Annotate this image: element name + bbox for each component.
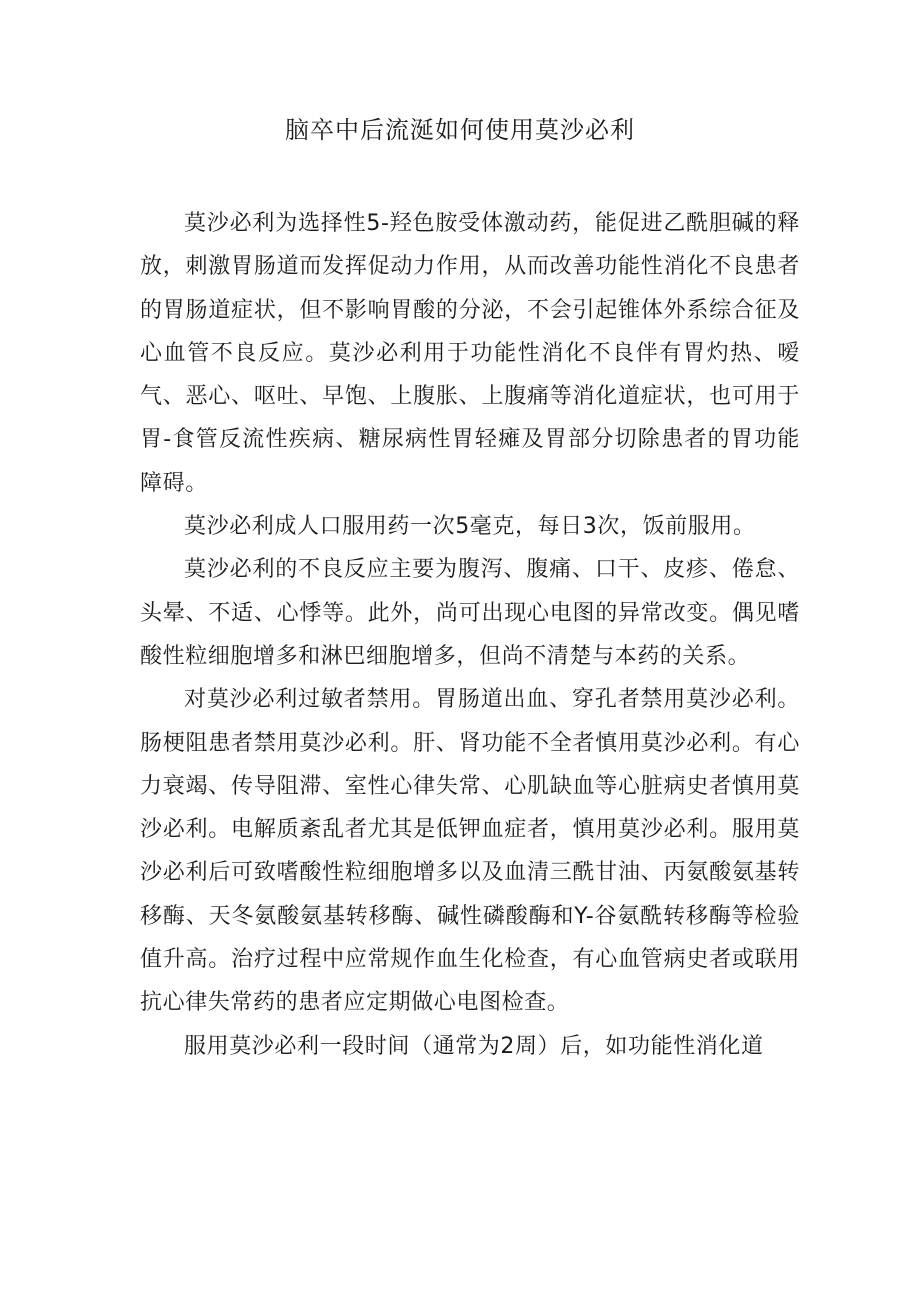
paragraph-contraindications: 对莫沙必利过敏者禁用。胃肠道出血、穿孔者禁用莫沙必利。肠梗阻患者禁用莫沙必利。肝、肾功能不全者慎用莫沙必利。有心力衰竭、传导阻滞、室性心律失常、心肌缺血等心脏病史者慎用莫沙必利。电解质紊乱者尤其是低钾血症者，慎用莫沙必利。服用莫沙必利后可致嗜酸性粒细胞增多以及血清三酰甘油、丙氨酸氨基转移酶、天冬氨酸氨基转移酶、碱性磷酸酶和Y-谷氨酰转移酶等检验值升高。治疗过程中应常规作血生化检查，有心血管病史者或联用抗心律失常药的患者应定期做心电图检查。 bbox=[140, 687, 800, 1016]
paragraph-usage-duration: 服用莫沙必利一段时间（通常为2周）后，如功能性消化道 bbox=[184, 1033, 764, 1059]
paragraph-pharmacology: 莫沙必利为选择性5-羟色胺受体激动药，能促进乙酰胆碱的释放，刺激胃肠道而发挥促动力作用，从而改善功能性消化不良患者的胃肠道症状，但不影响胃酸的分泌，不会引起锥体外系综合征及心血管不良反应。莫沙必利用于功能性消化不良伴有胃灼热、嗳气、恶心、呕吐、早饱、上腹胀、上腹痛等消化道症状，也可用于胃-食管反流性疾病、糖尿病性胃轻瘫及胃部分切除患者的胃功能障碍。 bbox=[140, 211, 800, 496]
document-body bbox=[140, 202, 800, 1068]
paragraph-dosage: 莫沙必利成人口服用药一次5毫克，每日3次，饭前服用。 bbox=[184, 514, 756, 540]
paragraph-adverse-reactions: 莫沙必利的不良反应主要为腹泻、腹痛、口干、皮疹、倦怠、头晕、不适、心悸等。此外，尚可出现心电图的异常改变。偶见嗜酸性粒细胞增多和淋巴细胞增多，但尚不清楚与本药的关系。 bbox=[140, 557, 800, 669]
document-title: 脑卒中后流涎如何使用莫沙必利 bbox=[285, 116, 635, 144]
